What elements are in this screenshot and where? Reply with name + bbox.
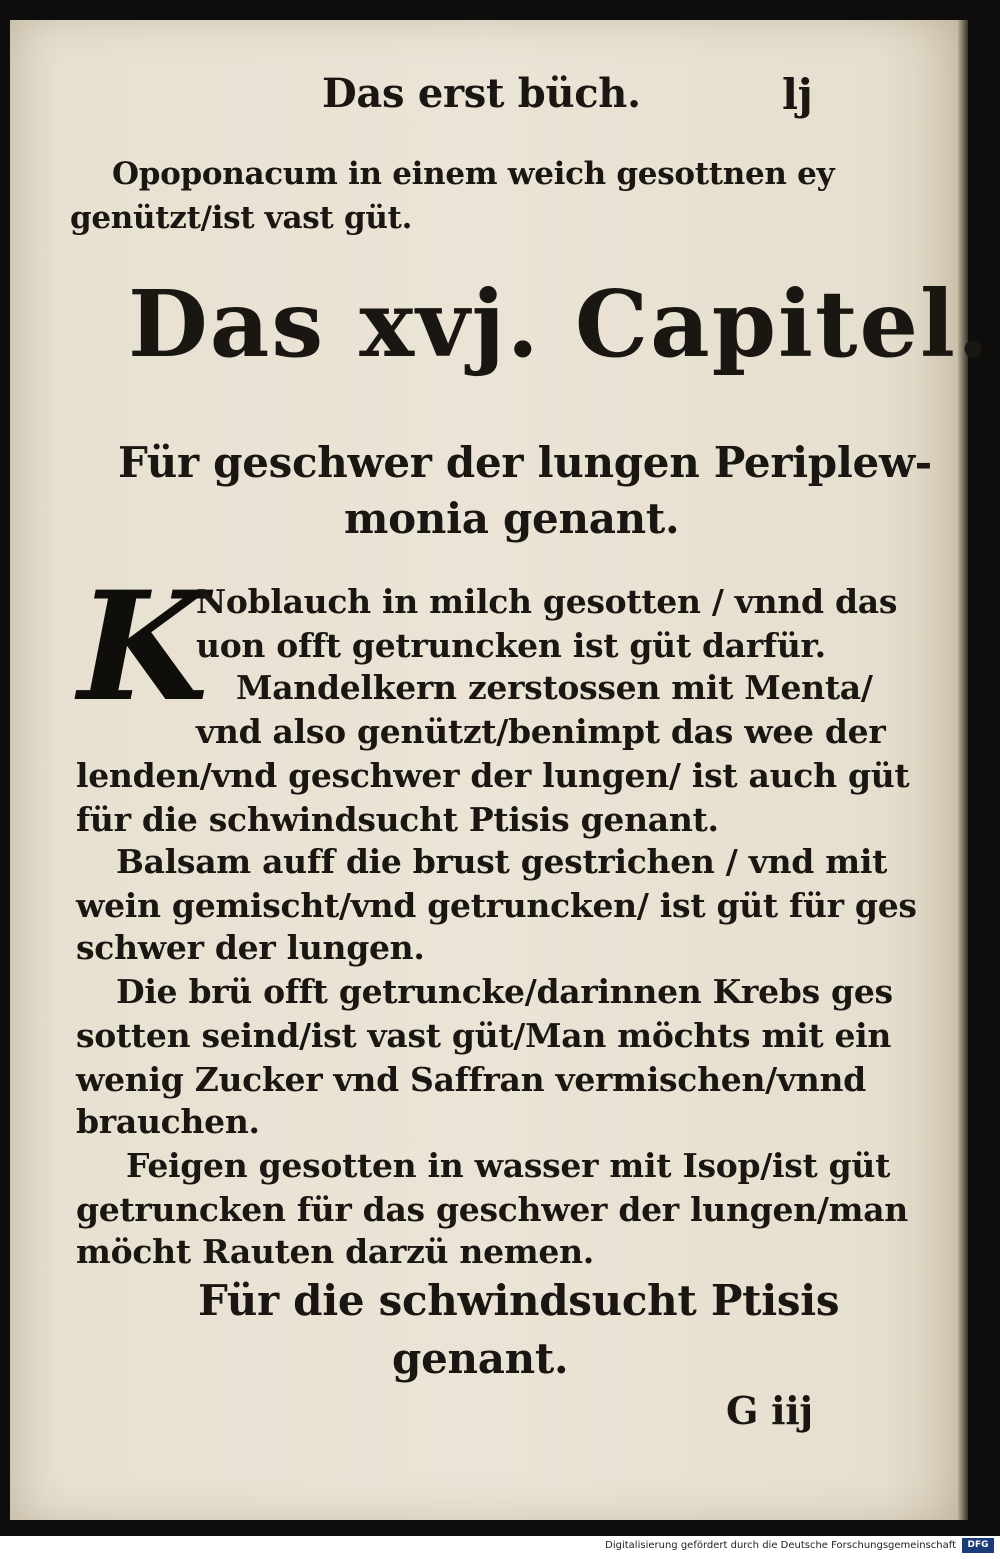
body-line: Die brü offt getruncke/darinnen Krebs ges bbox=[116, 972, 893, 1011]
body-line: wenig Zucker vnd Saffran vermischen/vnnd bbox=[76, 1060, 866, 1099]
body-line: getruncken für das geschwer der lungen/man bbox=[76, 1190, 908, 1229]
body-line: sotten seind/ist vast güt/Man möchts mit ein bbox=[76, 1016, 892, 1055]
body-line: uon offt getruncken ist güt darfür. bbox=[196, 626, 826, 665]
body-line: möcht Rauten darzü nemen. bbox=[76, 1232, 594, 1271]
footer-credit: Digitalisierung gefördert durch die Deutsche Forschungsgemeinschaft bbox=[605, 1540, 956, 1551]
body-line: vnd also genützt/benimpt das wee der bbox=[196, 712, 886, 751]
section-heading-line: Für geschwer der lungen Periplew- bbox=[118, 438, 932, 487]
body-line: lenden/vnd geschwer der lungen/ ist auch güt bbox=[76, 756, 910, 795]
body-line: Balsam auff die brust gestrichen / vnd mit bbox=[116, 842, 888, 881]
folio-number: lj bbox=[782, 70, 813, 119]
page-edge bbox=[958, 20, 968, 1520]
body-line: Mandelkern zerstossen mit Menta/ bbox=[236, 668, 873, 707]
body-line: für die schwindsucht Ptisis genant. bbox=[76, 800, 719, 839]
section-heading-line: Für die schwindsucht Ptisis bbox=[198, 1276, 840, 1325]
section-heading-line: monia genant. bbox=[344, 494, 680, 543]
body-line: Feigen gesotten in wasser mit Isop/ist güt bbox=[126, 1146, 891, 1185]
intro-line: Opoponacum in einem weich gesottnen ey bbox=[112, 156, 835, 192]
body-line: schwer der lungen. bbox=[76, 928, 425, 967]
dfg-logo-icon: DFG bbox=[962, 1538, 994, 1553]
body-line: brauchen. bbox=[76, 1102, 260, 1141]
chapter-title: Das xvj. Capitel. bbox=[128, 270, 991, 378]
running-head: Das erst büch. bbox=[322, 70, 641, 117]
signature-mark: G iij bbox=[726, 1388, 813, 1433]
body-line: wein gemischt/vnd getruncken/ ist güt für ges bbox=[76, 886, 917, 925]
section-heading-line: genant. bbox=[392, 1334, 569, 1383]
body-line: Noblauch in milch gesotten / vnnd das bbox=[196, 582, 898, 621]
decorated-initial: K bbox=[78, 559, 209, 735]
intro-line: genützt/ist vast güt. bbox=[70, 200, 413, 236]
